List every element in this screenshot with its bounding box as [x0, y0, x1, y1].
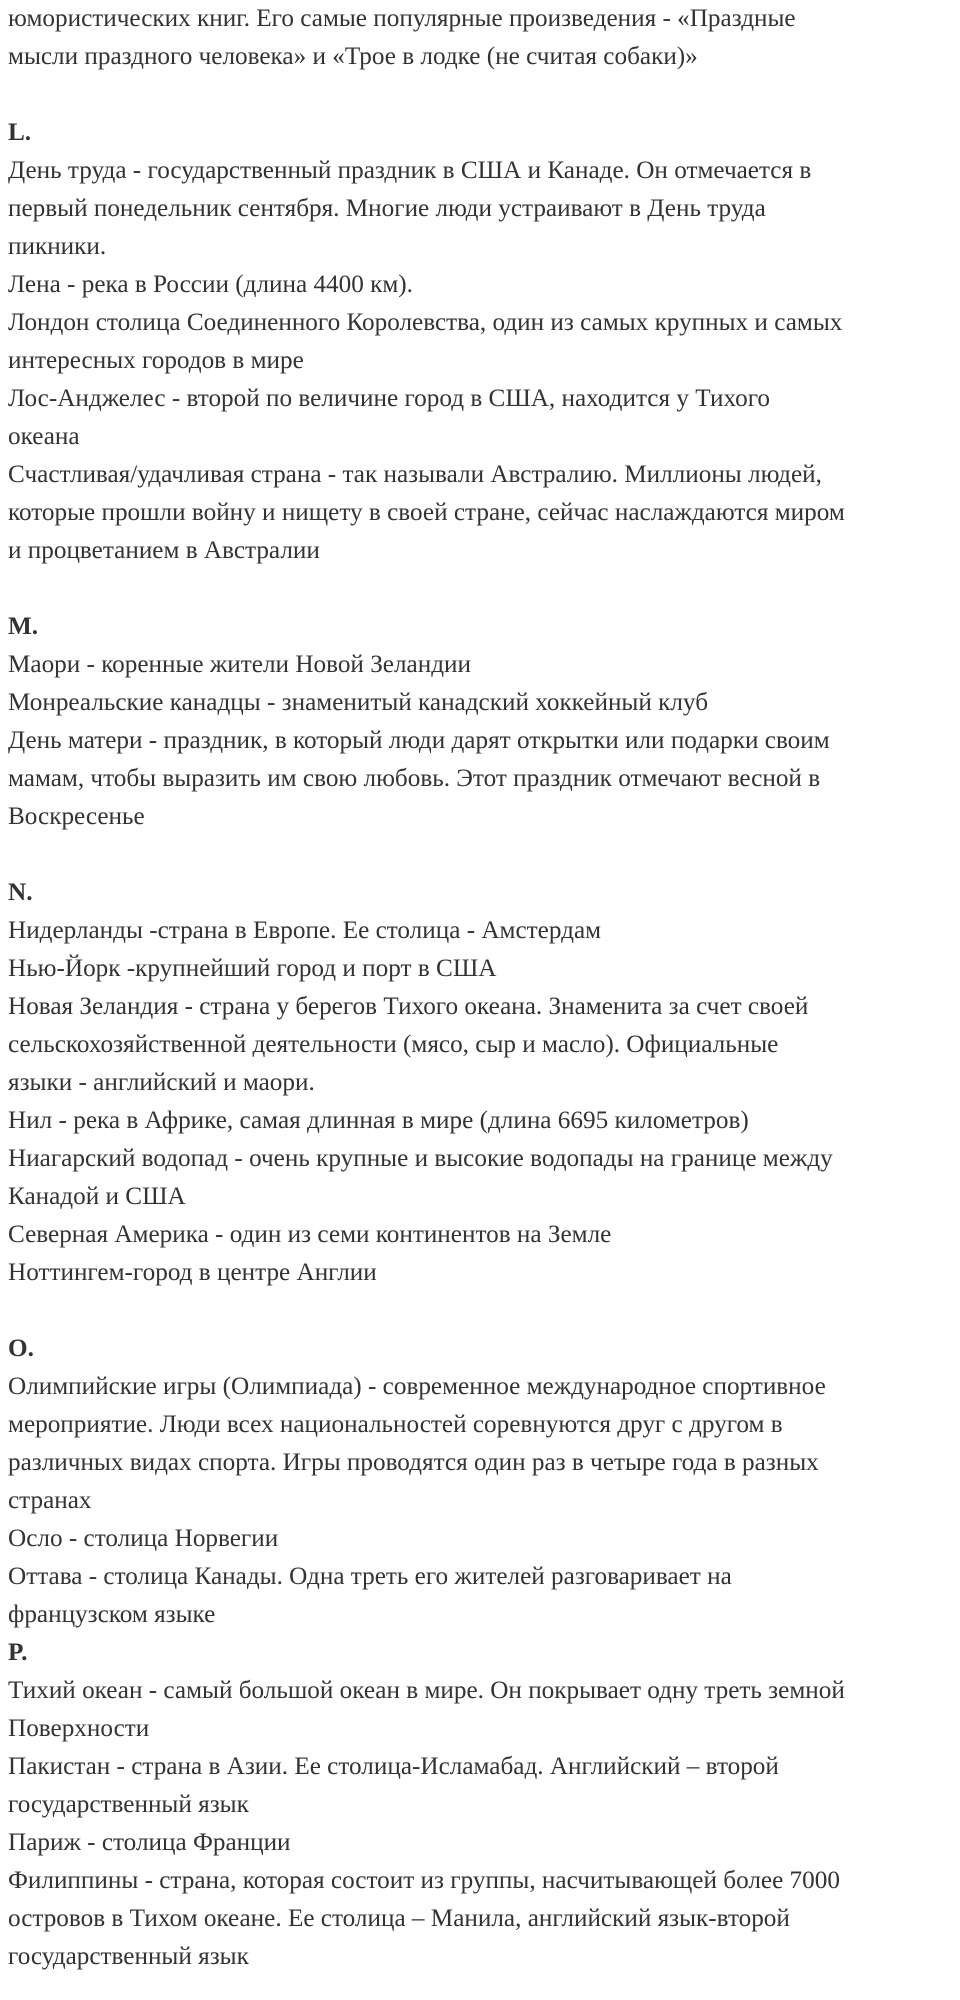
text-line: первый понедельник сентября. Многие люди устраивают в День труда	[8, 195, 766, 222]
blank-line	[8, 836, 952, 874]
text-line: океана	[8, 423, 80, 450]
text-line: Счастливая/удачливая страна - так называли Австралию. Миллионы людей,	[8, 461, 822, 488]
section-heading-p: P.	[8, 1639, 28, 1666]
text-line: мысли праздного человека» и «Трое в лодке (не считая собаки)»	[8, 43, 698, 70]
text-line: и процветанием в Австралии	[8, 537, 320, 564]
text-line: День труда - государственный праздник в США и Канаде. Он отмечается в	[8, 157, 812, 184]
text-line: Оттава - столица Канады. Одна треть его жителей разговаривает на	[8, 1563, 732, 1590]
text-line: Поверхности	[8, 1715, 150, 1742]
text-line: юмористических книг. Его самые популярные произведения - «Праздные	[8, 5, 796, 32]
text-line: Осло - столица Норвегии	[8, 1525, 279, 1552]
text-line: Монреальские канадцы - знаменитый канадский хоккейный клуб	[8, 689, 709, 716]
text-line: странах	[8, 1487, 92, 1514]
text-line: Филиппины - страна, которая состоит из группы, насчитывающей более 7000	[8, 1867, 840, 1894]
text-line: День матери - праздник, в который люди дарят открытки или подарки своим	[8, 727, 830, 754]
text-line: Лена - река в России (длина 4400 км).	[8, 271, 413, 298]
text-line: Северная Америка - один из семи континентов на Земле	[8, 1221, 612, 1248]
text-line: которые прошли войну и нищету в своей стране, сейчас наслаждаются миром	[8, 499, 845, 526]
text-line: островов в Тихом океане. Ее столица – Манила, английский язык-второй	[8, 1905, 790, 1932]
text-line: Олимпийские игры (Олимпиада) - современное международное спортивное	[8, 1373, 826, 1400]
text-line: Нил - река в Африке, самая длинная в мире (длина 6695 километров)	[8, 1107, 749, 1134]
text-line: мамам, чтобы выразить им свою любовь. Этот праздник отмечают весной в	[8, 765, 821, 792]
section-heading-n: N.	[8, 879, 33, 906]
section-heading-l: L.	[8, 119, 32, 146]
blank-line	[8, 570, 952, 608]
text-line: Нидерланды -страна в Европе. Ее столица - Амстердам	[8, 917, 602, 944]
text-line: языки - английский и маори.	[8, 1069, 315, 1096]
text-line: государственный язык	[8, 1791, 249, 1818]
text-line: различных видах спорта. Игры проводятся один раз в четыре года в разных	[8, 1449, 819, 1476]
text-line: Тихий океан - самый большой океан в мире. Он покрывает одну треть земной	[8, 1677, 845, 1704]
text-line: Канадой и США	[8, 1183, 186, 1210]
blank-line	[8, 76, 952, 114]
text-line: Пакистан - страна в Азии. Ее столица-Исламабад. Английский – второй	[8, 1753, 779, 1780]
text-line: сельскохозяйственной деятельности (мясо, сыр и масло). Официальные	[8, 1031, 779, 1058]
text-line: пикники.	[8, 233, 107, 260]
text-line: Нью-Йорк -крупнейший город и порт в США	[8, 955, 497, 982]
text-line: Лос-Анджелес - второй по величине город в США, находится у Тихого	[8, 385, 770, 412]
text-line: французском языке	[8, 1601, 216, 1628]
text-line: Маори - коренные жители Новой Зеландии	[8, 651, 471, 678]
text-line: Воскресенье	[8, 803, 145, 830]
text-line: Новая Зеландия - страна у берегов Тихого океана. Знаменита за счет своей	[8, 993, 809, 1020]
text-line: Ниагарский водопад - очень крупные и высокие водопады на границе между	[8, 1145, 833, 1172]
text-line: Париж - столица Франции	[8, 1829, 291, 1856]
text-line: государственный язык	[8, 1943, 249, 1970]
section-heading-m: M.	[8, 613, 39, 640]
blank-line	[8, 1292, 952, 1330]
text-line: интересных городов в мире	[8, 347, 304, 374]
text-line: Лондон столица Соединенного Королевства, один из самых крупных и самых	[8, 309, 843, 336]
text-line: мероприятие. Люди всех национальностей соревнуются друг с другом в	[8, 1411, 783, 1438]
text-line: Ноттингем-город в центре Англии	[8, 1259, 377, 1286]
section-heading-o: O.	[8, 1335, 34, 1362]
